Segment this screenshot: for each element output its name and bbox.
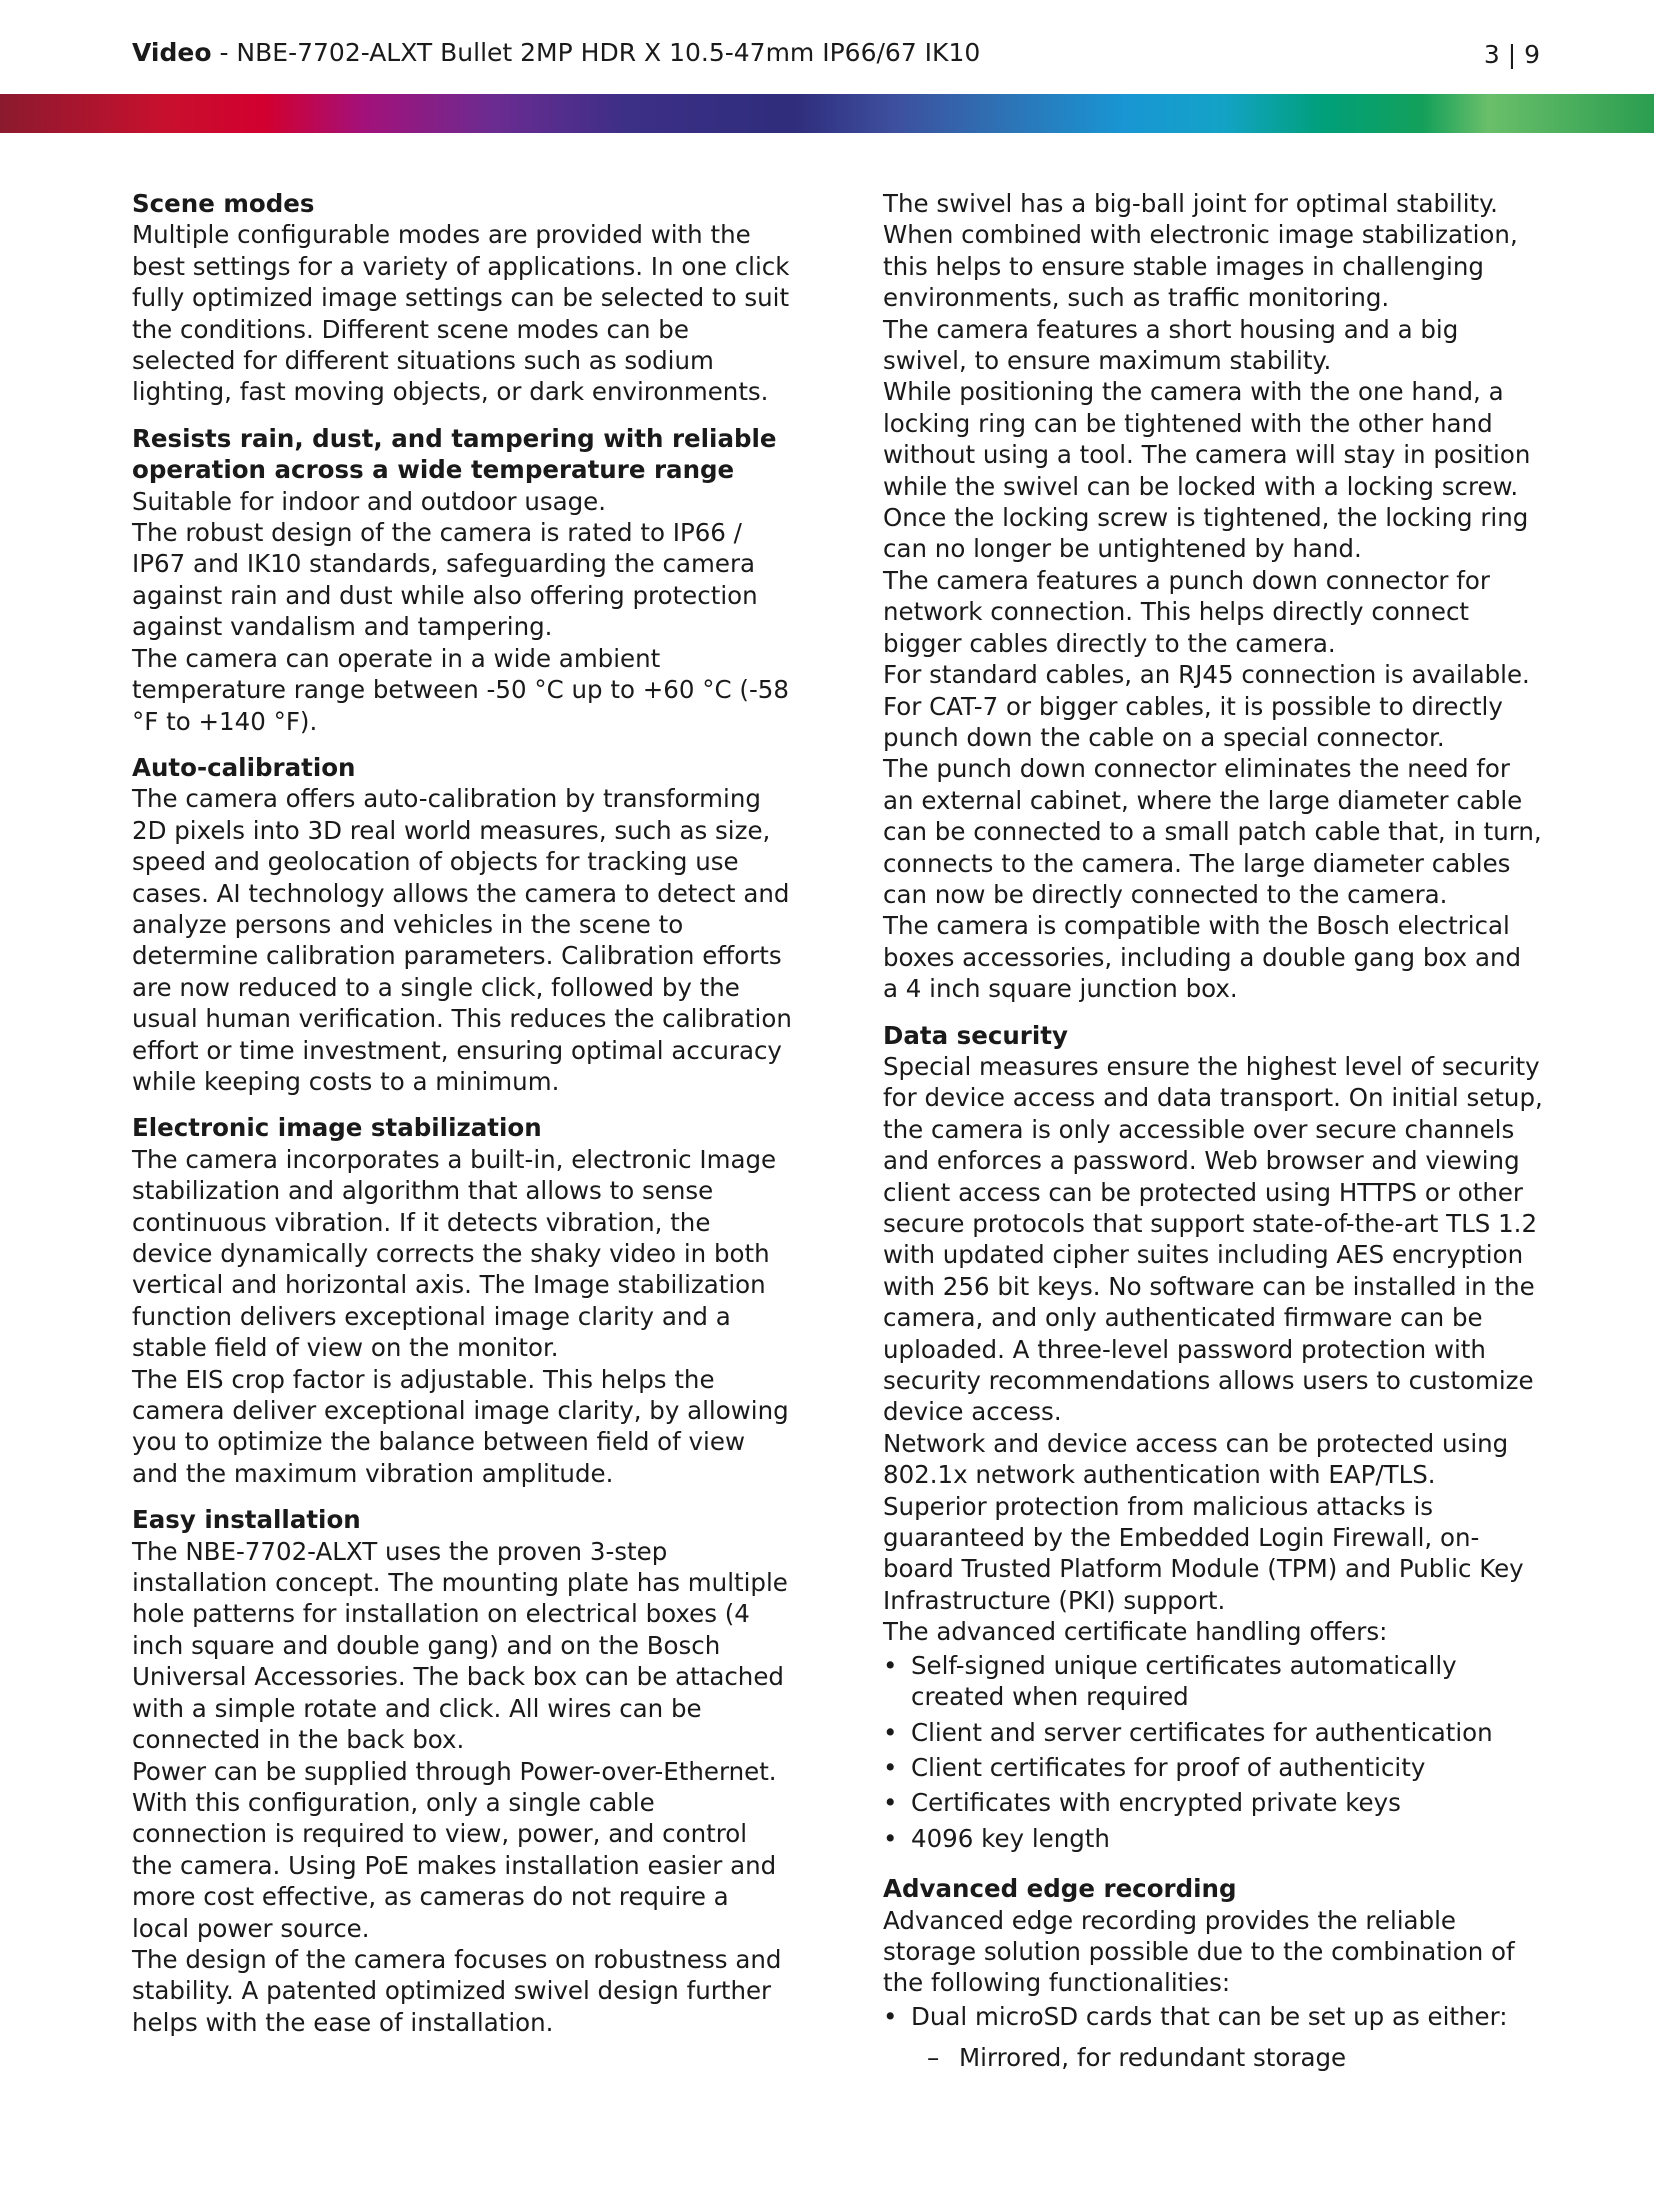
list-item: • Self-signed unique certificates automatically created when required — [883, 1650, 1457, 1712]
auto-calibration-text: The camera offers auto-calibration by transforming 2D pixels into 3D real world measures, such as size, speed and geolocation of objects for tracking use cases. AI technology allows the camera to detect and analyze persons and vehicles in the scene to determine calibration parameters. Calibration efforts are now reduced to a single click, followed by the usual human verification. This reduces the calibration effort or time investment, ensuring optimal accuracy while keeping costs to a minimum. — [132, 784, 792, 1096]
list-item: • 4096 key length — [883, 1823, 1110, 1853]
page-number: 3 | 9 — [1483, 40, 1540, 69]
list-item: • Dual microSD cards that can be set up as either: — [883, 2001, 1508, 2031]
installation-heading: Easy installation — [132, 1505, 361, 1535]
right-column — [883, 188, 1543, 2074]
list-item: • Client and server certificates for authentication — [883, 1717, 1493, 1747]
swivel-text-2: The camera features a short housing and a big swivel, to ensure maximum stability. — [883, 314, 1459, 376]
resists-text-1: Suitable for indoor and outdoor usage. — [132, 486, 607, 516]
data-security-text-1: Special measures ensure the highest level of security for device access and data transport. On initial setup, the camera is only accessible over secure channels and enforces a password. Web browser and viewing client access can be protected using HTTPS or other secure protocols that support state-of-the-art TLS 1.2 with updated cipher suites including AES encryption with 256 bit keys. No software can be installed in the camera, and only authenticated firmware can be uploaded. A three-level password protection with security recommendations allows users to customize device access. — [883, 1051, 1543, 1427]
bullet-icon: • — [883, 1717, 898, 1747]
bullet-icon: • — [883, 2001, 898, 2031]
bullet-icon: • — [883, 1752, 898, 1782]
resists-text-3: The camera can operate in a wide ambient temperature range between -50 °C up to +60 °C (-58 °F to +140 °F). — [132, 643, 789, 736]
edge-recording-text: Advanced edge recording provides the reliable storage solution possible due to the combination of the following functionalities: — [883, 1905, 1515, 1998]
dash-icon: – — [927, 2043, 940, 2073]
connector-text-3: The punch down connector eliminates the need for an external cabinet, where the large diameter cable can be connected to a small patch cable that, in turn, connects to the camera. The large diameter cables can now be directly connected to the camera. — [883, 754, 1542, 909]
compatibility-text: The camera is compatible with the Bosch electrical boxes accessories, including a double gang box and a 4 inch square junction box. — [883, 911, 1522, 1004]
document-title — [132, 36, 980, 70]
bullet-icon: • — [883, 1650, 898, 1680]
connector-text-1: The camera features a punch down connector for network connection. This helps directly connect bigger cables directly to the camera. — [883, 565, 1490, 658]
connector-text-2: For standard cables, an RJ45 connection is available. For CAT-7 or bigger cables, it is possible to directly punch down the cable on a special connector. — [883, 660, 1530, 752]
swivel-text-1: The swivel has a big-ball joint for optimal stability. When combined with electronic image stabilization, this helps to ensure stable images in challenging environments, such as traffic monitoring. — [883, 189, 1518, 313]
installation-text-2: Power can be supplied through Power-over-Ethernet. With this configuration, only a single cable connection is required to view, power, and control the camera. Using PoE makes installation easier and more cost effective, as cameras do not require a local power source. — [132, 1756, 777, 1943]
list-item: • Certificates with encrypted private keys — [883, 1788, 1401, 1818]
section-label: Video — [132, 38, 212, 67]
edge-recording-heading: Advanced edge recording — [883, 1874, 1237, 1904]
scene-modes-heading: Scene modes — [132, 189, 315, 218]
swivel-text-3: While positioning the camera with the one hand, a locking ring can be tightened with the other hand without using a tool. The camera will stay in position while the swivel can be locked with a locking screw. Once the locking screw is tightened, the locking ring can no longer be untightened by hand. — [883, 377, 1531, 564]
data-security-heading: Data security — [883, 1020, 1068, 1050]
resists-text-2: The robust design of the camera is rated to IP66 / IP67 and IK10 standards, safeguarding the camera against rain and dust while also offering protection against vandalism and tampering. — [132, 518, 758, 642]
bullet-icon: • — [883, 1823, 898, 1853]
page-header — [132, 36, 1540, 76]
scene-modes-text: Multiple configurable modes are provided with the best settings for a variety of applications. In one click fully optimized image settings can be selected to suit the conditions. Different scene modes can be selected for different situations such as sodium lighting, fast moving objects, or dark environments. — [132, 220, 790, 407]
eis-text-2: The EIS crop factor is adjustable. This helps the camera deliver exceptional image clarity, by allowing you to optimize the balance between field of view and the maximum vibration amplitude. — [132, 1364, 789, 1488]
left-column — [132, 188, 792, 2038]
edge-recording-sublist — [883, 2042, 1543, 2073]
installation-text-3: The design of the camera focuses on robustness and stability. A patented optimized swivel design further helps with the ease of installation. — [132, 1944, 782, 2037]
installation-text-1: The NBE-7702-ALXT uses the proven 3-step installation concept. The mounting plate has multiple hole patterns for installation on electrical boxes (4 inch square and double gang) and on the Bosch Universal Accessories. The back box can be attached with a simple rotate and click. All wires can be connected in the back box. — [132, 1536, 788, 1755]
data-security-text-4: The advanced certificate handling offers: — [883, 1617, 1388, 1647]
data-security-text-2: Network and device access can be protected using 802.1x network authentication with EAP/TLS. — [883, 1428, 1509, 1490]
eis-heading: Electronic image stabilization — [132, 1113, 542, 1143]
eis-text-1: The camera incorporates a built-in, electronic Image stabilization and algorithm that allows to sense continuous vibration. If it detects vibration, the device dynamically corrects the shaky video in both vertical and horizontal axis. The Image stabilization function delivers exceptional image clarity and a stable field of view on the monitor. — [132, 1144, 777, 1363]
edge-recording-list — [883, 2001, 1543, 2032]
list-item: • Client certificates for proof of authenticity — [883, 1752, 1426, 1782]
list-item: – Mirrored, for redundant storage — [927, 2043, 1347, 2073]
data-security-text-3: Superior protection from malicious attacks is guaranteed by the Embedded Login Firewall, on-board Trusted Platform Module (TPM) and Public Key Infrastructure (PKI) support. — [883, 1491, 1524, 1615]
resists-heading: Resists rain, dust, and tampering with reliable operation across a wide temperature range — [132, 423, 777, 485]
auto-calibration-heading: Auto-calibration — [132, 752, 356, 782]
bullet-icon: • — [883, 1788, 898, 1818]
certificate-list — [883, 1650, 1543, 1854]
brand-color-bar — [0, 94, 1654, 133]
product-title: - NBE-7702-ALXT Bullet 2MP HDR X 10.5-47mm IP66/67 IK10 — [211, 38, 981, 67]
